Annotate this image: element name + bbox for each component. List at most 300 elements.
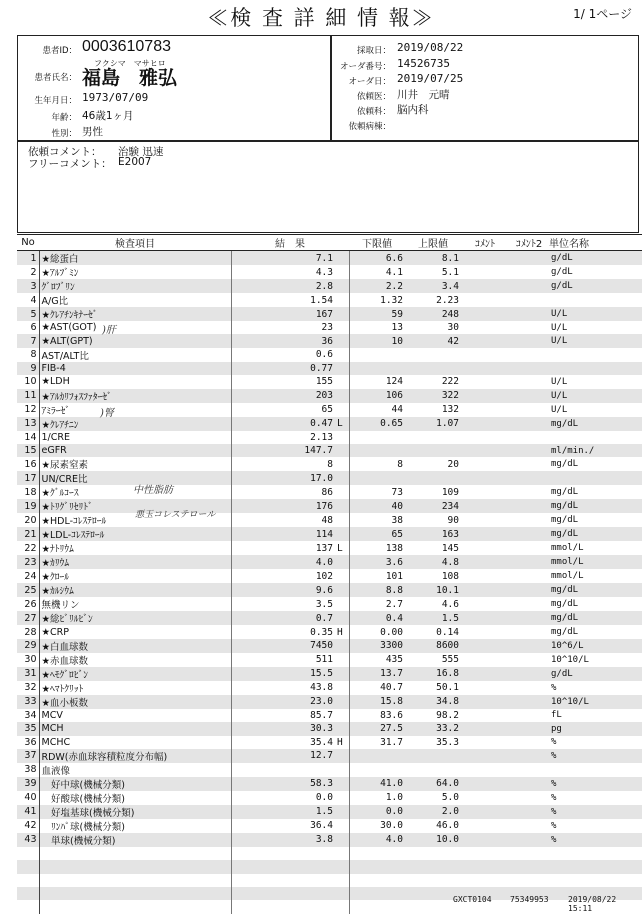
cell-result	[231, 847, 335, 860]
free-comment: E2007	[118, 156, 152, 168]
cell-upper: 30	[447, 322, 459, 334]
cell-result: 0.47	[231, 417, 335, 431]
page-title: ≪検 査 詳 細 情 報≫	[207, 6, 435, 30]
cell-comment	[461, 375, 509, 388]
cell-comment2	[509, 625, 549, 638]
cell-comment	[461, 265, 509, 279]
cell-item	[39, 887, 231, 900]
cell-no: 39	[17, 777, 39, 791]
col-item: 検査項目	[39, 235, 231, 251]
cell-result: 155	[231, 375, 335, 388]
cell-lower: 3300	[349, 639, 405, 653]
cell-upper: 3.4	[405, 279, 461, 293]
collect-date-label: 採取日：	[356, 46, 391, 56]
cell-no: 24	[17, 569, 39, 583]
sex: 男性	[82, 126, 103, 138]
cell-comment	[461, 569, 509, 583]
cell-item	[39, 900, 231, 913]
sex-label: 性別：	[51, 129, 77, 139]
cell-result: 85.7	[231, 709, 335, 722]
cell-comment	[461, 874, 509, 887]
cell-item: ★ﾍﾓｸﾞﾛﾋﾞﾝ	[39, 667, 231, 681]
cell-flag	[335, 265, 349, 279]
cell-upper: 132	[441, 404, 459, 416]
cell-no: 3	[17, 279, 39, 293]
cell-upper: 4.6	[441, 598, 459, 610]
footer-number: 75349953	[510, 895, 549, 904]
cell-upper: 42	[405, 334, 461, 347]
cell-item: MCV	[41, 709, 63, 721]
cell-upper: 34.8	[405, 695, 461, 709]
cell-upper: 108	[441, 570, 459, 582]
cell-unit: 10^10/L	[551, 654, 589, 665]
cell-item	[39, 847, 231, 860]
cell-unit: mg/dL	[551, 599, 579, 610]
cell-comment	[461, 293, 509, 307]
cell-upper: 20	[447, 458, 459, 470]
table-row	[17, 722, 642, 735]
cell-flag	[335, 513, 349, 527]
cell-comment	[461, 321, 509, 334]
cell-item: ★ｸﾚｱﾁﾝｷﾅｰｾﾞ	[39, 307, 231, 321]
cell-item: eGFR	[39, 444, 231, 457]
cell-flag	[335, 653, 349, 667]
cell-result: 2.13	[231, 431, 335, 444]
cell-upper	[405, 874, 461, 887]
cell-lower: 0.0	[349, 805, 405, 819]
cell-no: 37	[17, 749, 39, 763]
cell-result: 23.0	[231, 695, 335, 709]
table-row	[17, 763, 642, 777]
cell-item: ★ALT(GPT)	[39, 334, 231, 347]
cell-upper: 10.0	[405, 833, 461, 847]
cell-item: 単球(機械分類)	[39, 833, 231, 847]
cell-unit: g/dL	[549, 667, 642, 681]
cell-item: ★CRP	[41, 626, 69, 638]
cell-flag	[335, 251, 349, 266]
cell-comment2	[509, 569, 549, 583]
cell-upper: 98.2	[436, 709, 459, 721]
cell-lower	[349, 444, 405, 457]
cell-no: 31	[17, 667, 39, 681]
cell-flag	[335, 321, 349, 334]
dob-label: 生年月日：	[34, 96, 77, 106]
cell-lower: 44	[349, 403, 405, 417]
cell-unit	[549, 860, 642, 873]
cell-upper: 109	[441, 486, 459, 498]
cell-comment2	[509, 874, 549, 887]
table-row	[17, 457, 642, 471]
cell-item: MCHC	[41, 736, 71, 748]
cell-flag	[335, 597, 349, 611]
cell-comment2	[509, 819, 549, 833]
cell-item: ★尿素窒素	[41, 460, 89, 472]
cell-comment2	[509, 681, 549, 695]
request-comment: 治験 迅速	[118, 146, 164, 158]
cell-comment2	[509, 457, 549, 471]
cell-lower: 41.0	[349, 777, 405, 791]
cell-no: 32	[17, 681, 39, 695]
cell-upper: 50.1	[436, 682, 459, 694]
cell-flag: L	[335, 417, 349, 431]
cell-upper	[405, 348, 461, 362]
cell-lower: 83.6	[349, 709, 405, 722]
cell-comment2	[509, 805, 549, 819]
cell-flag	[335, 362, 349, 375]
patient-id: 0003610783	[82, 38, 171, 55]
cell-comment	[461, 513, 509, 527]
cell-no: 40	[17, 791, 39, 805]
table-row	[17, 348, 642, 362]
cell-lower: 0.4	[349, 611, 405, 625]
cell-comment	[461, 279, 509, 293]
cell-flag	[335, 749, 349, 763]
cell-comment	[461, 583, 509, 597]
collect-date: 2019/08/22	[397, 41, 464, 54]
cell-comment2	[509, 334, 549, 347]
patient-furigana: フクシマ マサヒロ	[94, 59, 166, 68]
table-row	[17, 485, 642, 499]
cell-upper: 163	[405, 527, 461, 541]
cell-result	[231, 900, 335, 913]
cell-upper: 0.14	[436, 626, 459, 638]
cell-no	[17, 847, 39, 860]
cell-comment2	[509, 833, 549, 847]
cell-unit: mg/dL	[549, 499, 642, 513]
cell-unit: mg/dL	[551, 515, 579, 526]
cell-comment2	[509, 653, 549, 667]
cell-no: 35	[17, 722, 39, 735]
cell-lower	[349, 887, 405, 900]
table-header	[17, 235, 642, 251]
cell-no: 36	[17, 736, 39, 749]
cell-unit: U/L	[551, 322, 568, 333]
cell-no: 29	[17, 639, 39, 653]
cell-no: 4	[17, 293, 39, 307]
table-row	[17, 499, 642, 513]
cell-comment2	[509, 695, 549, 709]
cell-upper	[405, 749, 461, 763]
cell-item: ★LDH	[41, 376, 70, 388]
cell-lower	[349, 749, 405, 763]
cell-unit: %	[551, 737, 557, 748]
handwritten-tg-note: 中性脂肪	[133, 485, 173, 496]
cell-flag	[335, 833, 349, 847]
cell-no: 12	[17, 403, 39, 417]
cell-result: 4.3	[231, 265, 335, 279]
table-row	[17, 307, 642, 321]
cell-upper	[405, 431, 461, 444]
cell-comment2	[509, 471, 549, 485]
cell-unit: U/L	[551, 404, 568, 415]
cell-comment	[461, 709, 509, 722]
cell-lower: 27.5	[349, 722, 405, 735]
cell-flag: L	[337, 542, 343, 554]
cell-item: A/G比	[41, 296, 69, 307]
cell-item: ★白血球数	[39, 639, 231, 653]
cell-lower: 59	[349, 307, 405, 321]
cell-comment	[461, 471, 509, 485]
cell-comment	[461, 736, 509, 749]
cell-no: 42	[17, 819, 39, 833]
cell-item: ★ｸﾞﾙｺｰｽ	[41, 488, 79, 500]
cell-comment2	[509, 555, 549, 569]
request-comment-label: 依頼コメント：	[28, 146, 102, 158]
handwritten-ldl-note: 悪玉コレステロール	[135, 510, 216, 520]
cell-flag	[335, 722, 349, 735]
cell-upper: 1.07	[405, 417, 461, 431]
cell-no: 22	[17, 541, 39, 555]
cell-flag	[335, 485, 349, 499]
cell-upper: 8.1	[405, 251, 461, 266]
cell-result: 7.1	[231, 251, 335, 266]
cell-item: ★血小板数	[39, 695, 231, 709]
cell-comment	[461, 777, 509, 791]
cell-flag: H	[337, 626, 343, 638]
cell-lower: 101	[349, 569, 405, 583]
cell-flag	[335, 805, 349, 819]
order-no-label: オーダ番号：	[339, 62, 391, 72]
cell-unit: %	[549, 805, 642, 819]
cell-flag	[335, 348, 349, 362]
table-row	[17, 362, 642, 375]
patient-id-label: 患者ID：	[42, 46, 77, 56]
cell-comment2	[509, 431, 549, 444]
dob: 1973/07/09	[82, 91, 149, 104]
cell-item: ★ﾄﾘｸﾞﾘｾﾘﾄﾞ	[39, 499, 231, 513]
cell-no: 17	[17, 471, 39, 485]
cell-comment2	[509, 777, 549, 791]
cell-unit: mg/dL	[551, 627, 579, 638]
cell-result: 35.4	[231, 736, 335, 749]
cell-item: 好中球(機械分類)	[39, 777, 231, 791]
cell-flag	[335, 334, 349, 347]
cell-item: ★HDL-ｺﾚｽﾃﾛｰﾙ	[41, 516, 107, 528]
cell-comment	[461, 611, 509, 625]
cell-flag	[335, 791, 349, 805]
cell-comment2	[509, 417, 549, 431]
cell-comment2	[509, 709, 549, 722]
cell-lower	[349, 874, 405, 887]
order-date-label: オーダ日：	[348, 77, 391, 87]
cell-lower: 13.7	[349, 667, 405, 681]
table-row	[17, 736, 642, 749]
cell-upper: 322	[405, 389, 461, 403]
cell-result: 17.0	[231, 471, 335, 485]
table-row	[17, 541, 642, 555]
cell-unit: U/L	[551, 376, 568, 387]
cell-item: ★ｸﾛｰﾙ	[41, 572, 70, 584]
cell-no: 2	[17, 265, 39, 279]
cell-item: 無機リン	[41, 600, 80, 612]
cell-lower: 38	[349, 513, 405, 527]
cell-result: 511	[231, 653, 335, 667]
cell-comment2	[509, 749, 549, 763]
cell-upper	[405, 362, 461, 375]
cell-upper: 35.3	[436, 736, 459, 748]
order-date: 2019/07/25	[397, 72, 464, 85]
cell-result: 65	[231, 403, 335, 417]
table-row	[17, 653, 642, 667]
cell-flag	[335, 279, 349, 293]
table-row	[17, 251, 642, 266]
cell-item: AST/ALT比	[41, 350, 89, 362]
cell-unit	[549, 362, 642, 375]
cell-unit: mg/dL	[549, 417, 642, 431]
cell-comment2	[509, 736, 549, 749]
cell-comment2	[509, 307, 549, 321]
cell-no: 26	[17, 597, 39, 611]
cell-comment2	[509, 597, 549, 611]
cell-unit: mmol/L	[549, 555, 642, 569]
cell-flag: H	[337, 736, 343, 748]
cell-item: ★ｶﾙｼｳﾑ	[39, 583, 231, 597]
col-upper: 上限値	[405, 235, 461, 251]
cell-result: 114	[231, 527, 335, 541]
cell-result: 23	[231, 321, 335, 334]
patient-name-label: 患者氏名：	[34, 73, 77, 83]
cell-lower: 30.0	[349, 819, 405, 833]
cell-result: 0.0	[231, 791, 335, 805]
cell-result: 3.5	[231, 597, 335, 611]
cell-comment	[461, 485, 509, 499]
cell-item: 好酸球(機械分類)	[41, 793, 125, 805]
age: 46歳1ヶ月	[82, 110, 134, 122]
cell-comment2	[509, 583, 549, 597]
cell-unit: g/dL	[549, 251, 642, 266]
cell-item: 好塩基球(機械分類)	[39, 805, 231, 819]
cell-flag	[335, 527, 349, 541]
table-row	[17, 527, 642, 541]
cell-lower	[349, 362, 405, 375]
cell-lower	[349, 431, 405, 444]
cell-comment2	[509, 389, 549, 403]
empty-row	[17, 874, 642, 887]
cell-comment2	[509, 485, 549, 499]
cell-lower: 435	[349, 653, 405, 667]
table-row	[17, 709, 642, 722]
cell-no	[17, 900, 39, 913]
cell-comment	[461, 499, 509, 513]
cell-unit	[549, 293, 642, 307]
cell-unit	[549, 847, 642, 860]
cell-flag	[335, 887, 349, 900]
table-row	[17, 471, 642, 485]
cell-comment	[461, 791, 509, 805]
table-row	[17, 389, 642, 403]
cell-unit: pg	[549, 722, 642, 735]
cell-comment2	[509, 279, 549, 293]
cell-item: 1/CRE	[41, 431, 70, 443]
cell-flag	[335, 499, 349, 513]
table-row	[17, 444, 642, 457]
cell-lower	[349, 860, 405, 873]
cell-result	[231, 860, 335, 873]
cell-lower	[349, 348, 405, 362]
cell-comment2	[509, 265, 549, 279]
cell-comment	[461, 639, 509, 653]
cell-flag	[335, 900, 349, 913]
cell-comment	[461, 847, 509, 860]
cell-no: 19	[17, 499, 39, 513]
cell-result: 36.4	[231, 819, 335, 833]
col-lower: 下限値	[349, 235, 405, 251]
cell-flag	[335, 681, 349, 695]
cell-unit	[549, 874, 642, 887]
table-row	[17, 513, 642, 527]
cell-flag	[335, 709, 349, 722]
cell-comment2	[509, 847, 549, 860]
cell-comment	[461, 389, 509, 403]
cell-comment2	[509, 362, 549, 375]
cell-comment	[461, 457, 509, 471]
cell-upper: 555	[441, 654, 459, 666]
cell-item: ★赤血球数	[41, 655, 89, 667]
cell-comment	[461, 625, 509, 638]
cell-unit: %	[551, 682, 557, 693]
table-row	[17, 293, 642, 307]
cell-result: 30.3	[231, 722, 335, 735]
cell-upper: 33.2	[405, 722, 461, 735]
cell-result: 3.8	[231, 833, 335, 847]
table-row	[17, 833, 642, 847]
cell-unit: g/dL	[549, 279, 642, 293]
cell-lower: 13	[349, 321, 405, 334]
cell-no: 41	[17, 805, 39, 819]
cell-lower: 6.6	[349, 251, 405, 266]
col-result: 結 果	[231, 235, 349, 251]
cell-item: ★ｱﾙｶﾘﾌｫｽﾌｧﾀｰｾﾞ	[39, 389, 231, 403]
cell-comment	[461, 722, 509, 735]
cell-item	[39, 874, 231, 887]
cell-comment2	[509, 321, 549, 334]
cell-no: 28	[17, 625, 39, 638]
cell-flag	[335, 403, 349, 417]
cell-comment	[461, 681, 509, 695]
table-row	[17, 569, 642, 583]
cell-item: ★ｶﾘｳﾑ	[39, 555, 231, 569]
cell-lower: 8	[349, 457, 405, 471]
cell-result: 15.5	[231, 667, 335, 681]
cell-item: ﾘﾝﾊﾟ球(機械分類)	[41, 821, 125, 833]
cell-unit: mg/dL	[551, 487, 579, 498]
cell-upper	[405, 847, 461, 860]
cell-comment	[461, 555, 509, 569]
cell-result: 0.77	[231, 362, 335, 375]
cell-no: 25	[17, 583, 39, 597]
cell-result: 102	[231, 569, 335, 583]
table-row	[17, 265, 642, 279]
cell-unit: U/L	[549, 334, 642, 347]
cell-flag	[335, 819, 349, 833]
cell-result: 58.3	[231, 777, 335, 791]
dept-label: 依頼科：	[356, 107, 391, 117]
cell-unit: %	[551, 792, 557, 803]
handwritten-liver-note: )肝	[102, 325, 116, 336]
table-row	[17, 611, 642, 625]
cell-lower	[349, 900, 405, 913]
cell-flag	[335, 457, 349, 471]
cell-lower: 138	[349, 541, 405, 555]
cell-comment2	[509, 251, 549, 266]
cell-flag	[335, 874, 349, 887]
cell-upper	[405, 860, 461, 873]
cell-comment2	[509, 639, 549, 653]
cell-item: ★ﾍﾏﾄｸﾘｯﾄ	[41, 683, 84, 695]
cell-no: 43	[17, 833, 39, 847]
patient-name: 福島 雅弘	[82, 67, 178, 89]
cell-item: ★ﾅﾄﾘｳﾑ	[41, 544, 74, 556]
